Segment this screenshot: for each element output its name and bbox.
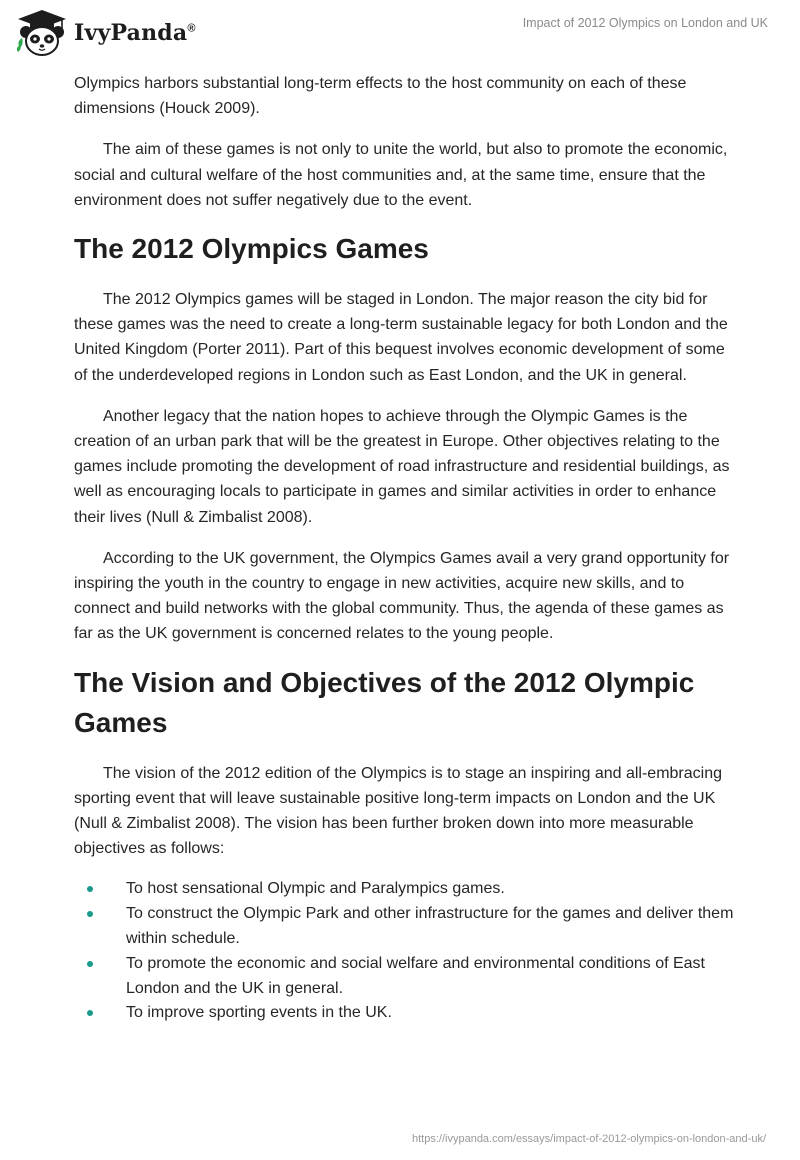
paragraph: The vision of the 2012 edition of the Olympics is to stage an inspiring and all-embracing sporting event that will leave sustainable positive long-term impacts on London and the UK (Null & Zimbalist 2008). The vision has been further broken down into more measurable objectives as follows:: [74, 764, 723, 858]
list-item-text: To construct the Olympic Park and other infrastructure for the games and deliver them within schedule.: [126, 905, 734, 948]
objectives-list: [74, 877, 734, 1026]
paragraph: The aim of these games is not only to unite the world, but also to promote the economic, social and cultural welfare of the host communities and, at the same time, ensure that the environment does not suffer negatively due to the event.: [74, 141, 728, 209]
source-url[interactable]: https://ivypanda.com/essays/impact-of-2012-olympics-on-london-and-uk/: [412, 1133, 766, 1145]
section-heading: The Vision and Objectives of the 2012 Olympic Games: [74, 666, 695, 738]
document-title: Impact of 2012 Olympics on London and UK: [522, 16, 768, 30]
list-item: [74, 902, 734, 952]
registered-mark: ®: [187, 22, 196, 35]
list-item: [74, 1001, 734, 1026]
bullet-icon: [87, 961, 93, 967]
section-heading: The 2012 Olympics Games: [74, 233, 429, 265]
list-item-text: To host sensational Olympic and Paralympics games.: [126, 880, 505, 898]
panda-graduate-icon: [14, 8, 70, 58]
ivypanda-logo[interactable]: [14, 8, 196, 58]
bullet-icon: [87, 911, 93, 917]
list-item: [74, 952, 734, 1002]
bullet-icon: [87, 886, 93, 892]
paragraph: Another legacy that the nation hopes to achieve through the Olympic Games is the creation of an urban park that will be the greatest in Europe. Other objectives relating to the games include promoting the development of road infrastructure and residential buildings, as well as encouraging locals to participate in games and similar activities in order to enhance their lives (Null & Zimbalist 2008).: [74, 407, 730, 526]
list-item-text: To promote the economic and social welfare and environmental conditions of East London and the UK in general.: [126, 954, 705, 997]
list-item: [74, 877, 734, 902]
brand-name: IvyPanda®: [74, 20, 196, 46]
paragraph: According to the UK government, the Olympics Games avail a very grand opportunity for inspiring the youth in the country to engage in new activities, acquire new skills, and to connect and build networks with the global community. Thus, the agenda of these games as far as the UK government is concerned relates to the young people.: [74, 549, 730, 643]
paragraph: The 2012 Olympics games will be staged in London. The major reason the city bid for these games was the need to create a long-term sustainable legacy for both London and the United Kingdom (Porter 2011). Part of this bequest involves economic development of some of the underdeveloped regions in London such as East London, and the UK in general.: [74, 291, 728, 384]
page-header: [0, 0, 800, 66]
list-item-text: To improve sporting events in the UK.: [126, 1004, 392, 1022]
bullet-icon: [87, 1010, 93, 1016]
paragraph: Olympics harbors substantial long-term effects to the host community on each of these dimensions (Houck 2009).: [74, 75, 687, 118]
essay-content: [74, 71, 734, 1026]
